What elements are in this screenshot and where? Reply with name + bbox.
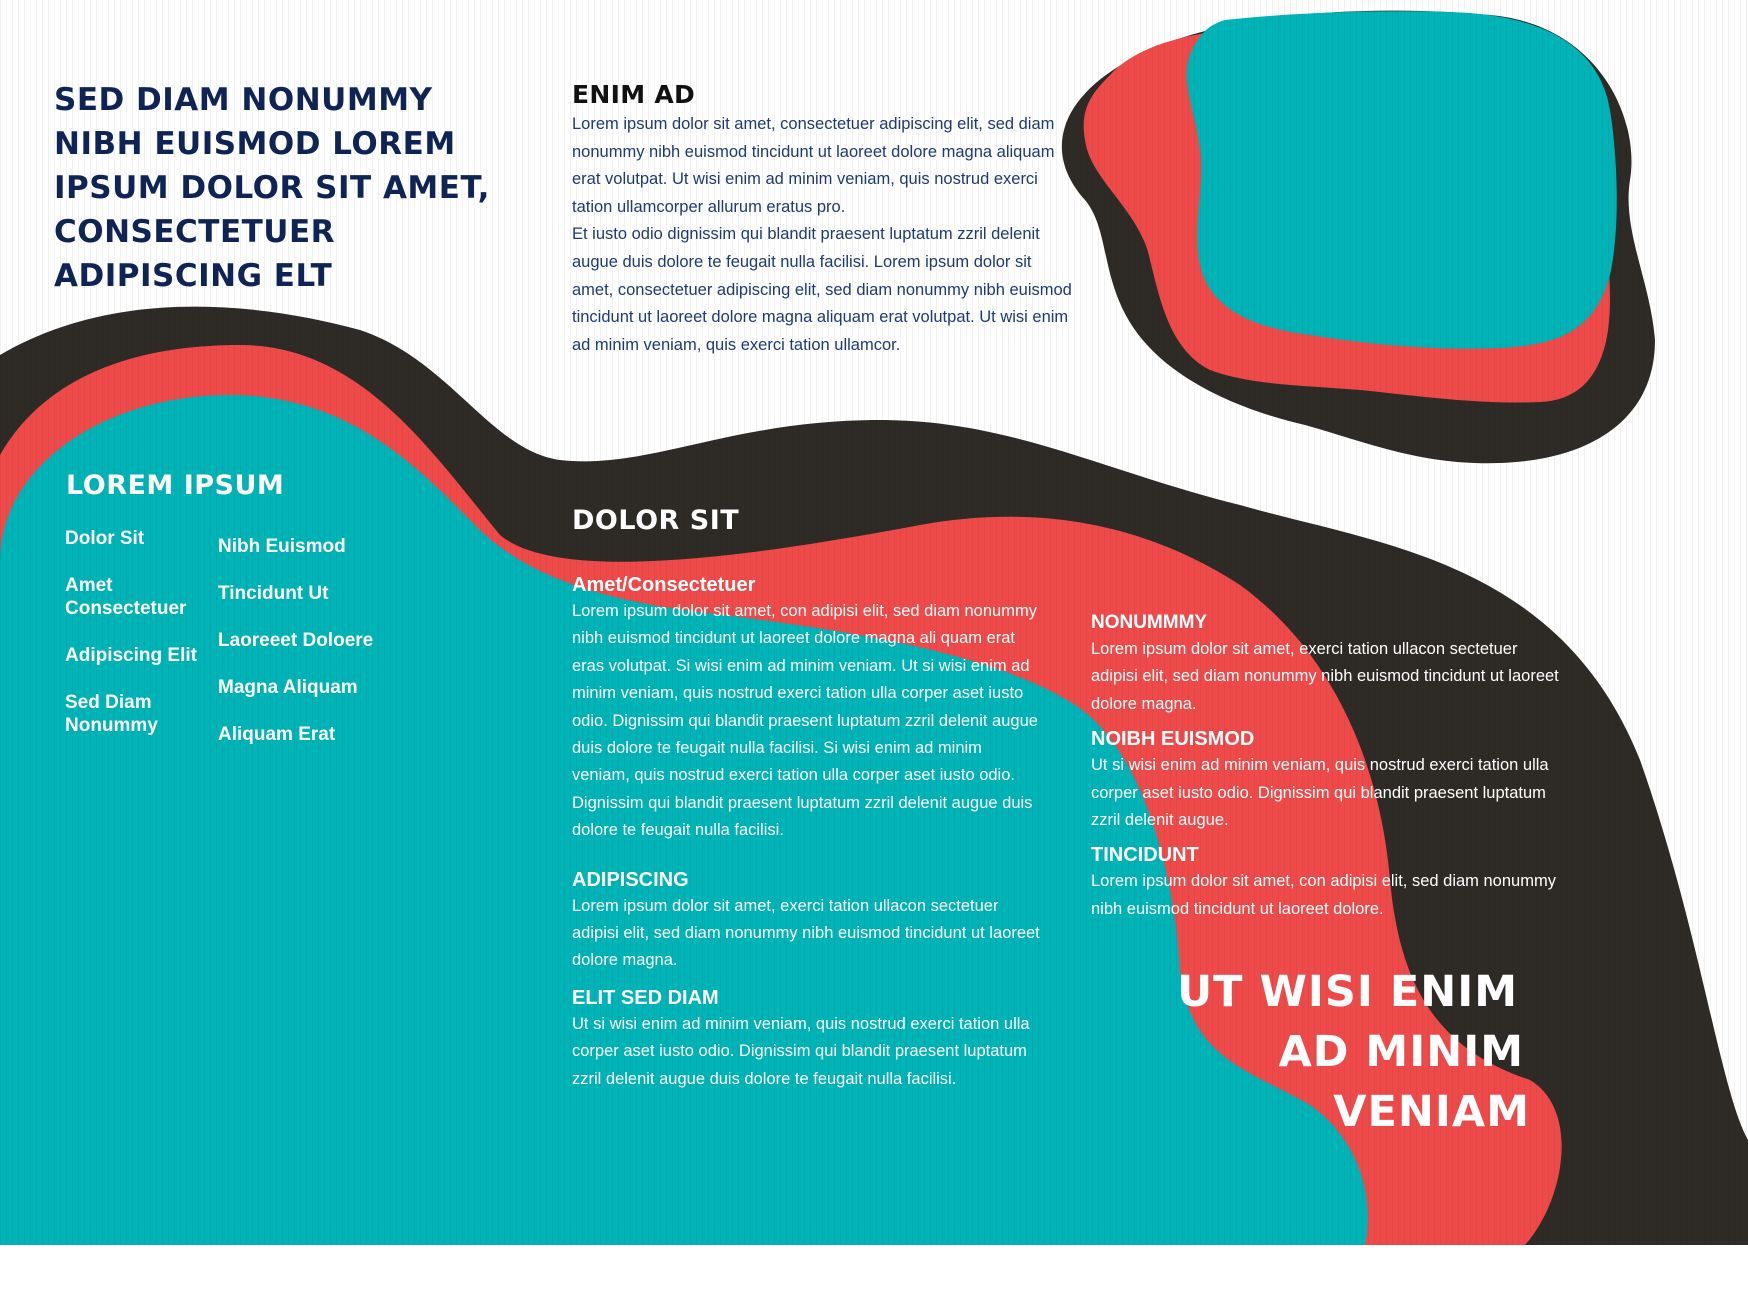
right-subheading: NOIBH EUISMOD <box>1091 728 1255 751</box>
lorem-ipsum-item: Tincidunt Ut <box>218 583 329 604</box>
dolor-sit-text: Ut si wisi enim ad minim veniam, quis nostrud exerci tation ulla corper aset iusto odio. Dignissim qui blandit praesent luptatum zzril delenit augue duis dolore te feugait nulla facilisi. <box>572 1014 1030 1088</box>
right-subheading: NONUMMMY <box>1091 612 1208 633</box>
lorem-ipsum-col-2 <box>218 535 418 746</box>
dolor-sit-text: Lorem ipsum dolor sit amet, con adipisi elit, sed diam nonummy nibh euismod tincidunt ut laoreet dolore magna ali quam erat eras volutpat. Si wisi enim ad minim veniam. Ut si wisi enim ad minim veniam, quis nostrud exerci tation ulla corper aset iusto odio. Dignissim qui blandit praesent luptatum zzril delenit augue duis dolore te feugait nulla facilisi. Si wisi enim ad minim veniam, quis nostrud exerci tation ulla corper aset iusto odio. Dignissim qui blandit praesent luptatum zzril delenit augue duis dolore te feugait nulla facilisi. <box>572 602 1038 840</box>
right-text: Lorem ipsum dolor sit amet, con adipisi elit, sed diam nonummy nibh euismod tincidunt ut laoreet dolore. <box>1091 872 1556 918</box>
lorem-ipsum-item: Sed Diam Nonummy <box>65 692 158 736</box>
lorem-ipsum-item: Aliquam Erat <box>218 724 336 745</box>
big-tagline-line: VENIAM <box>1333 1087 1530 1137</box>
lorem-ipsum-col-1 <box>65 527 215 737</box>
lorem-ipsum-item: Adipiscing Elit <box>65 645 197 666</box>
right-text: Ut si wisi enim ad minim veniam, quis nostrud exerci tation ulla corper aset iusto odio. Dignissim qui blandit praesent luptatum zzril delenit augue. <box>1091 756 1549 830</box>
big-tagline <box>1130 962 1530 1142</box>
lorem-ipsum-item: Amet Consectetuer <box>65 575 187 619</box>
right-column <box>1091 610 1561 923</box>
dolor-sit-text: Lorem ipsum dolor sit amet, exerci tation ullacon sectetuer adipisi elit, sed diam nonummy nibh euismod tincidunt ut laoreet dolore magna. <box>572 896 1040 970</box>
bottom-margin <box>0 1245 1748 1290</box>
dolor-sit-body <box>572 572 1042 1093</box>
big-tagline-line: AD MINIM <box>1278 1027 1524 1077</box>
right-text: Lorem ipsum dolor sit amet, exerci tation ullacon sectetuer adipisi elit, sed diam nonummy nibh euismod tincidunt ut laoreet dolore magna. <box>1091 640 1559 713</box>
dolor-sit-subheading: ADIPISCING <box>572 868 689 891</box>
enim-ad-paragraph-2: Et iusto odio dignissim qui blandit praesent luptatum zzril delenit augue duis dolore te feugait nulla facilisi. Lorem ipsum dolor sit amet, consectetuer adipiscing elit, sed diam nonummy nibh euismod tincidunt ut laoreet dolore magna aliquam erat volutpat. Ut wisi enim ad minim veniam, quis exerci tation ullamcor. <box>572 225 1072 354</box>
dolor-sit-subheading: ELIT SED DIAM <box>572 986 719 1009</box>
dolor-sit-subheading: Amet/Consectetuer <box>572 574 756 596</box>
enim-ad-title: ENIM AD <box>572 80 696 109</box>
lorem-ipsum-item: Magna Aliquam <box>218 677 358 698</box>
lorem-ipsum-item: Dolor Sit <box>65 528 145 549</box>
big-tagline-line: UT WISI ENIM <box>1177 967 1518 1017</box>
lorem-ipsum-item: Nibh Euismod <box>218 536 346 557</box>
page-headline: SED DIAM NONUMMY NIBH EUISMOD LOREM IPSUM DOLOR SIT AMET, CONSECTETUER ADIPISCING ELT <box>54 82 490 294</box>
lorem-ipsum-title: LOREM IPSUM <box>66 470 285 501</box>
right-subheading: TINCIDUNT <box>1091 844 1199 867</box>
dolor-sit-title: DOLOR SIT <box>572 505 740 536</box>
enim-ad-section <box>572 80 1072 359</box>
lorem-ipsum-item: Laoreeet Doloere <box>218 630 374 651</box>
enim-ad-paragraph-1: Lorem ipsum dolor sit amet, consectetuer adipiscing elit, sed diam nonummy nibh euismod tincidunt ut laoreet dolore magna aliquam erat volutpat. Ut wisi enim ad minim veniam, quis nostrud exerci tation ullamcorper allurum eratus pro. <box>572 115 1055 216</box>
